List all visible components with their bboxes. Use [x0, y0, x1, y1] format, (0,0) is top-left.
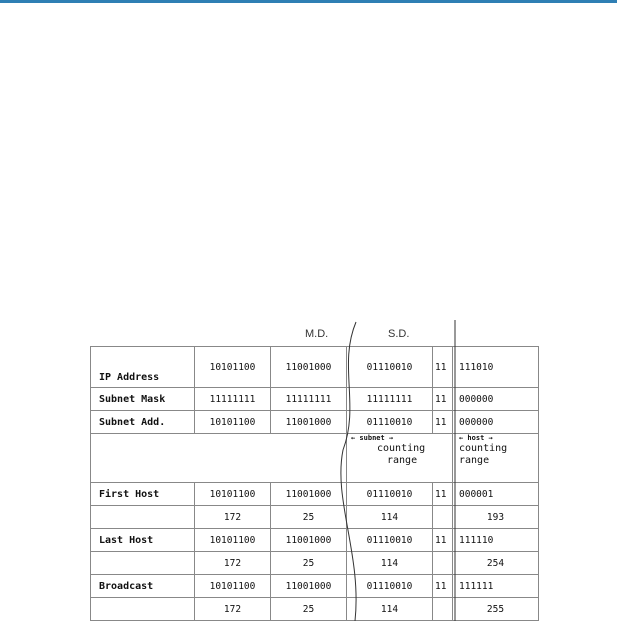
octet-4-host-bits: 193 [453, 506, 539, 529]
row-label: Broadcast [91, 575, 195, 598]
octet-3: 01110010 [347, 411, 433, 434]
row-label: Last Host [91, 529, 195, 552]
octet-1: 10101100 [195, 483, 271, 506]
octet-4-subnet-bits: 11 [433, 347, 453, 388]
row-label: First Host [91, 483, 195, 506]
sd-header: S.D. [388, 328, 410, 340]
subnet-counting-range [347, 434, 453, 483]
subnet-range-line1: counting [377, 442, 426, 454]
octet-2: 11001000 [271, 575, 347, 598]
table-row [91, 598, 539, 621]
table-row [91, 411, 539, 434]
octet-4-host-bits: 111010 [453, 347, 539, 388]
host-counting-range [453, 434, 539, 483]
row-label: Subnet Add. [91, 411, 195, 434]
table-row [91, 388, 539, 411]
octet-3: 11111111 [347, 388, 433, 411]
octet-4-subnet-bits [433, 506, 453, 529]
table-row [91, 552, 539, 575]
row-label: Subnet Mask [91, 388, 195, 411]
ip-subnet-table [90, 346, 539, 621]
octet-1: 10101100 [195, 347, 271, 388]
octet-2: 11111111 [271, 388, 347, 411]
octet-4-subnet-bits: 11 [433, 483, 453, 506]
table-row [91, 575, 539, 598]
octet-2: 25 [271, 598, 347, 621]
octet-2: 11001000 [271, 529, 347, 552]
counting-range-row [91, 434, 539, 483]
octet-1: 10101100 [195, 529, 271, 552]
octet-4-host-bits: 000001 [453, 483, 539, 506]
octet-4-subnet-bits: 11 [433, 529, 453, 552]
octet-4-host-bits: 000000 [453, 388, 539, 411]
octet-1: 172 [195, 552, 271, 575]
octet-3: 114 [347, 598, 433, 621]
octet-3: 01110010 [347, 347, 433, 388]
octet-1: 172 [195, 598, 271, 621]
subnet-range-line2: range [387, 455, 418, 467]
octet-1: 172 [195, 506, 271, 529]
host-range-line1: counting [459, 442, 508, 454]
top-rule [0, 0, 617, 3]
octet-4-subnet-bits: 11 [433, 575, 453, 598]
host-arrow-label: ← host → [459, 434, 493, 442]
octet-2: 11001000 [271, 483, 347, 506]
octet-4-subnet-bits [433, 598, 453, 621]
octet-3: 01110010 [347, 529, 433, 552]
octet-4-subnet-bits: 11 [433, 388, 453, 411]
host-range-line2: range [459, 455, 490, 467]
octet-2: 25 [271, 506, 347, 529]
octet-3: 114 [347, 506, 433, 529]
octet-4-host-bits: 254 [453, 552, 539, 575]
octet-4-subnet-bits: 11 [433, 411, 453, 434]
octet-2: 11001000 [271, 411, 347, 434]
row-label [91, 598, 195, 621]
octet-4-subnet-bits [433, 552, 453, 575]
table-row [91, 506, 539, 529]
octet-3: 114 [347, 552, 433, 575]
octet-1: 10101100 [195, 411, 271, 434]
octet-4-host-bits: 111111 [453, 575, 539, 598]
table-row [91, 529, 539, 552]
octet-2: 11001000 [271, 347, 347, 388]
row-label [91, 506, 195, 529]
octet-2: 25 [271, 552, 347, 575]
md-header: M.D. [305, 328, 329, 340]
octet-1: 10101100 [195, 575, 271, 598]
octet-3: 01110010 [347, 575, 433, 598]
octet-1: 11111111 [195, 388, 271, 411]
octet-4-host-bits: 000000 [453, 411, 539, 434]
subnet-arrow-label: ← subnet → [351, 434, 394, 442]
table-row [91, 483, 539, 506]
row-label [91, 552, 195, 575]
row-label: IP Address [91, 347, 195, 388]
octet-3: 01110010 [347, 483, 433, 506]
octet-4-host-bits: 111110 [453, 529, 539, 552]
range-spacer [91, 434, 347, 483]
table-row [91, 347, 539, 388]
octet-4-host-bits: 255 [453, 598, 539, 621]
